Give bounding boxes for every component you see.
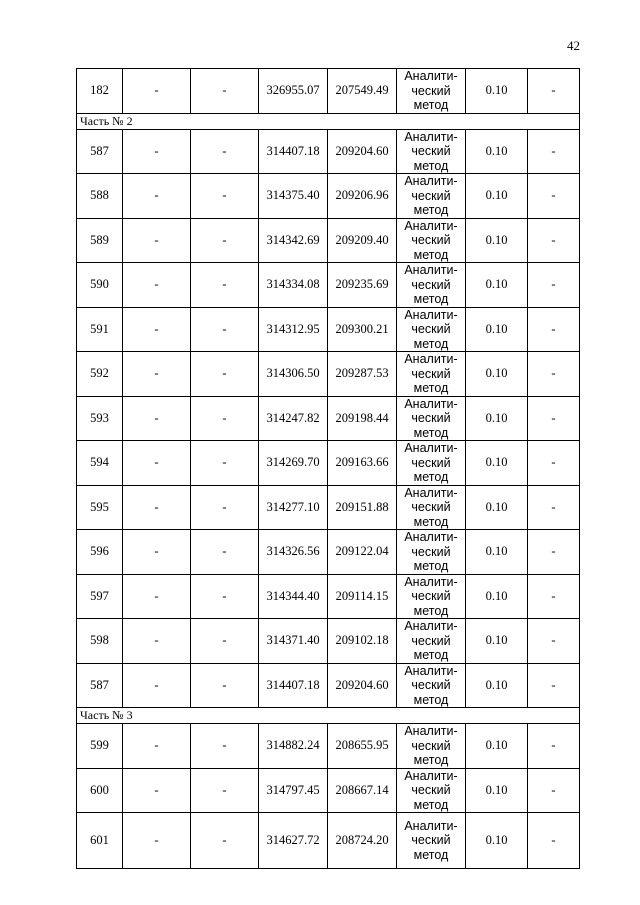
- method-line: ческий: [411, 544, 451, 559]
- y-coordinate-cell: 209287.53: [328, 352, 397, 397]
- empty-cell: -: [528, 663, 580, 708]
- method-line: ческий: [411, 233, 451, 247]
- empty-cell: -: [528, 441, 580, 486]
- accuracy-cell: 0.10: [466, 352, 528, 397]
- table-row: [77, 768, 580, 813]
- x-coordinate-cell: 314326.56: [259, 530, 328, 575]
- method-line: Аналити-: [404, 818, 458, 833]
- point-number-cell: 600: [77, 768, 123, 813]
- y-coordinate-cell: 209206.96: [328, 174, 397, 219]
- empty-cell: -: [191, 307, 259, 352]
- empty-cell: -: [528, 574, 580, 619]
- x-coordinate-cell: 314371.40: [259, 619, 328, 664]
- empty-cell: -: [123, 768, 191, 813]
- empty-cell: -: [528, 263, 580, 308]
- point-number-cell: 589: [77, 218, 123, 263]
- table-body: [77, 69, 580, 869]
- method-line: ческий: [411, 738, 451, 753]
- method-line: ческий: [411, 277, 451, 292]
- point-number-cell: 591: [77, 307, 123, 352]
- method-line: ческий: [411, 83, 451, 98]
- y-coordinate-cell: 207549.49: [328, 69, 397, 114]
- x-coordinate-cell: 314344.40: [259, 574, 328, 619]
- empty-cell: -: [191, 768, 259, 813]
- method-line: ческий: [411, 678, 451, 692]
- y-coordinate-cell: 209122.04: [328, 530, 397, 575]
- method-cell: [397, 813, 466, 869]
- y-coordinate-cell: 209204.60: [328, 663, 397, 708]
- accuracy-cell: 0.10: [466, 724, 528, 769]
- empty-cell: -: [528, 768, 580, 813]
- method-cell: [397, 619, 466, 664]
- x-coordinate-cell: 314342.69: [259, 218, 328, 263]
- accuracy-cell: 0.10: [466, 768, 528, 813]
- empty-cell: -: [123, 619, 191, 664]
- table-row: [77, 574, 580, 619]
- empty-cell: -: [191, 813, 259, 869]
- method-line: Аналити-: [404, 530, 458, 544]
- table-row: [77, 724, 580, 769]
- method-line: метод: [413, 336, 449, 351]
- accuracy-cell: 0.10: [466, 663, 528, 708]
- method-line: метод: [413, 514, 449, 529]
- method-line: метод: [413, 470, 449, 484]
- x-coordinate-cell: 314407.18: [259, 663, 328, 708]
- method-line: ческий: [411, 833, 451, 848]
- empty-cell: -: [123, 307, 191, 352]
- accuracy-cell: 0.10: [466, 218, 528, 263]
- x-coordinate-cell: 314334.08: [259, 263, 328, 308]
- x-coordinate-cell: 314277.10: [259, 485, 328, 530]
- accuracy-cell: 0.10: [466, 485, 528, 530]
- empty-cell: -: [528, 396, 580, 441]
- y-coordinate-cell: 209209.40: [328, 218, 397, 263]
- empty-cell: -: [191, 396, 259, 441]
- empty-cell: -: [528, 352, 580, 397]
- method-line: метод: [413, 247, 449, 262]
- empty-cell: -: [191, 663, 259, 708]
- empty-cell: -: [123, 724, 191, 769]
- x-coordinate-cell: 314306.50: [259, 352, 328, 397]
- y-coordinate-cell: 208655.95: [328, 724, 397, 769]
- accuracy-cell: 0.10: [466, 174, 528, 219]
- point-number-cell: 588: [77, 174, 123, 219]
- y-coordinate-cell: 209204.60: [328, 129, 397, 174]
- method-line: ческий: [411, 411, 451, 425]
- x-coordinate-cell: 314247.82: [259, 396, 328, 441]
- point-number-cell: 597: [77, 574, 123, 619]
- accuracy-cell: 0.10: [466, 69, 528, 114]
- empty-cell: -: [123, 574, 191, 619]
- y-coordinate-cell: 209151.88: [328, 485, 397, 530]
- method-cell: [397, 485, 466, 530]
- accuracy-cell: 0.10: [466, 263, 528, 308]
- method-line: Аналити-: [404, 69, 458, 83]
- table-row: [77, 352, 580, 397]
- empty-cell: -: [191, 724, 259, 769]
- method-line: Аналити-: [404, 174, 458, 188]
- table-row: [77, 619, 580, 664]
- empty-cell: -: [123, 663, 191, 708]
- point-number-cell: 599: [77, 724, 123, 769]
- x-coordinate-cell: 314407.18: [259, 129, 328, 174]
- empty-cell: -: [191, 530, 259, 575]
- empty-cell: -: [528, 129, 580, 174]
- method-cell: [397, 574, 466, 619]
- method-cell: [397, 174, 466, 219]
- table-row: [77, 485, 580, 530]
- x-coordinate-cell: 314797.45: [259, 768, 328, 813]
- x-coordinate-cell: 314882.24: [259, 724, 328, 769]
- empty-cell: -: [191, 174, 259, 219]
- empty-cell: -: [528, 619, 580, 664]
- point-number-cell: 594: [77, 441, 123, 486]
- empty-cell: -: [528, 174, 580, 219]
- method-line: метод: [413, 203, 449, 217]
- method-line: Аналити-: [404, 485, 458, 500]
- empty-cell: -: [191, 129, 259, 174]
- method-line: Аналити-: [404, 663, 458, 678]
- page-number: 42: [567, 38, 580, 53]
- method-cell: [397, 307, 466, 352]
- empty-cell: -: [123, 396, 191, 441]
- method-cell: [397, 263, 466, 308]
- method-line: метод: [413, 648, 449, 662]
- empty-cell: -: [123, 129, 191, 174]
- empty-cell: -: [191, 218, 259, 263]
- method-line: Аналити-: [404, 352, 458, 366]
- part-label: Часть № 2: [77, 113, 580, 129]
- y-coordinate-cell: 209163.66: [328, 441, 397, 486]
- empty-cell: -: [191, 619, 259, 664]
- empty-cell: -: [528, 218, 580, 263]
- method-line: Аналити-: [404, 263, 458, 277]
- table-row: [77, 263, 580, 308]
- x-coordinate-cell: 314269.70: [259, 441, 328, 486]
- y-coordinate-cell: 209198.44: [328, 396, 397, 441]
- x-coordinate-cell: 314375.40: [259, 174, 328, 219]
- accuracy-cell: 0.10: [466, 396, 528, 441]
- y-coordinate-cell: 209114.15: [328, 574, 397, 619]
- method-line: метод: [413, 425, 449, 440]
- table-row: [77, 69, 580, 114]
- method-cell: [397, 218, 466, 263]
- method-line: метод: [413, 292, 449, 306]
- part-header-row: [77, 113, 580, 129]
- empty-cell: -: [123, 263, 191, 308]
- method-cell: [397, 352, 466, 397]
- empty-cell: -: [123, 69, 191, 114]
- x-coordinate-cell: 314627.72: [259, 813, 328, 869]
- point-number-cell: 182: [77, 69, 123, 114]
- method-line: Аналити-: [404, 574, 458, 589]
- point-number-cell: 593: [77, 396, 123, 441]
- method-line: Аналити-: [404, 619, 458, 633]
- method-cell: [397, 129, 466, 174]
- method-line: ческий: [411, 589, 451, 603]
- table-row: [77, 218, 580, 263]
- method-line: ческий: [411, 188, 451, 203]
- point-number-cell: 592: [77, 352, 123, 397]
- empty-cell: -: [123, 441, 191, 486]
- empty-cell: -: [191, 485, 259, 530]
- coordinates-table: [76, 68, 580, 869]
- method-line: Аналити-: [404, 768, 458, 783]
- method-cell: [397, 396, 466, 441]
- method-line: метод: [413, 797, 449, 812]
- method-line: ческий: [411, 366, 451, 381]
- method-line: ческий: [411, 322, 451, 336]
- method-line: Аналити-: [404, 441, 458, 455]
- part-header-row: [77, 708, 580, 724]
- y-coordinate-cell: 208724.20: [328, 813, 397, 869]
- accuracy-cell: 0.10: [466, 307, 528, 352]
- table-row: [77, 441, 580, 486]
- empty-cell: -: [123, 174, 191, 219]
- accuracy-cell: 0.10: [466, 530, 528, 575]
- method-line: Аналити-: [404, 218, 458, 233]
- method-line: ческий: [411, 455, 451, 470]
- method-line: метод: [413, 753, 449, 767]
- table-row: [77, 813, 580, 869]
- x-coordinate-cell: 326955.07: [259, 69, 328, 114]
- empty-cell: -: [123, 813, 191, 869]
- method-cell: [397, 530, 466, 575]
- accuracy-cell: 0.10: [466, 129, 528, 174]
- empty-cell: -: [191, 441, 259, 486]
- method-line: метод: [413, 559, 449, 573]
- point-number-cell: 596: [77, 530, 123, 575]
- empty-cell: -: [191, 352, 259, 397]
- method-cell: [397, 69, 466, 114]
- table-row: [77, 129, 580, 174]
- y-coordinate-cell: 209235.69: [328, 263, 397, 308]
- method-cell: [397, 441, 466, 486]
- table-row: [77, 663, 580, 708]
- table-row: [77, 307, 580, 352]
- method-line: метод: [413, 98, 449, 112]
- method-line: метод: [413, 158, 449, 173]
- accuracy-cell: 0.10: [466, 619, 528, 664]
- point-number-cell: 598: [77, 619, 123, 664]
- method-line: метод: [413, 692, 449, 707]
- part-label: Часть № 3: [77, 708, 580, 724]
- method-line: ческий: [411, 783, 451, 797]
- method-line: Аналити-: [404, 724, 458, 738]
- y-coordinate-cell: 209300.21: [328, 307, 397, 352]
- table-row: [77, 174, 580, 219]
- method-cell: [397, 768, 466, 813]
- accuracy-cell: 0.10: [466, 441, 528, 486]
- empty-cell: -: [528, 530, 580, 575]
- method-line: Аналити-: [404, 396, 458, 411]
- method-cell: [397, 724, 466, 769]
- point-number-cell: 601: [77, 813, 123, 869]
- x-coordinate-cell: 314312.95: [259, 307, 328, 352]
- empty-cell: -: [528, 813, 580, 869]
- accuracy-cell: 0.10: [466, 574, 528, 619]
- empty-cell: -: [528, 485, 580, 530]
- method-line: Аналити-: [404, 307, 458, 322]
- method-line: ческий: [411, 633, 451, 648]
- empty-cell: -: [528, 307, 580, 352]
- method-line: метод: [413, 603, 449, 618]
- point-number-cell: 590: [77, 263, 123, 308]
- empty-cell: -: [191, 263, 259, 308]
- empty-cell: -: [123, 218, 191, 263]
- accuracy-cell: 0.10: [466, 813, 528, 869]
- method-line: ческий: [411, 144, 451, 158]
- table-row: [77, 396, 580, 441]
- point-number-cell: 595: [77, 485, 123, 530]
- y-coordinate-cell: 208667.14: [328, 768, 397, 813]
- method-line: метод: [413, 847, 449, 862]
- empty-cell: -: [191, 69, 259, 114]
- empty-cell: -: [528, 69, 580, 114]
- table-row: [77, 530, 580, 575]
- y-coordinate-cell: 209102.18: [328, 619, 397, 664]
- method-cell: [397, 663, 466, 708]
- method-line: Аналити-: [404, 129, 458, 144]
- empty-cell: -: [123, 530, 191, 575]
- empty-cell: -: [528, 724, 580, 769]
- point-number-cell: 587: [77, 129, 123, 174]
- method-line: ческий: [411, 500, 451, 514]
- method-line: метод: [413, 381, 449, 395]
- empty-cell: -: [191, 574, 259, 619]
- point-number-cell: 587: [77, 663, 123, 708]
- empty-cell: -: [123, 485, 191, 530]
- empty-cell: -: [123, 352, 191, 397]
